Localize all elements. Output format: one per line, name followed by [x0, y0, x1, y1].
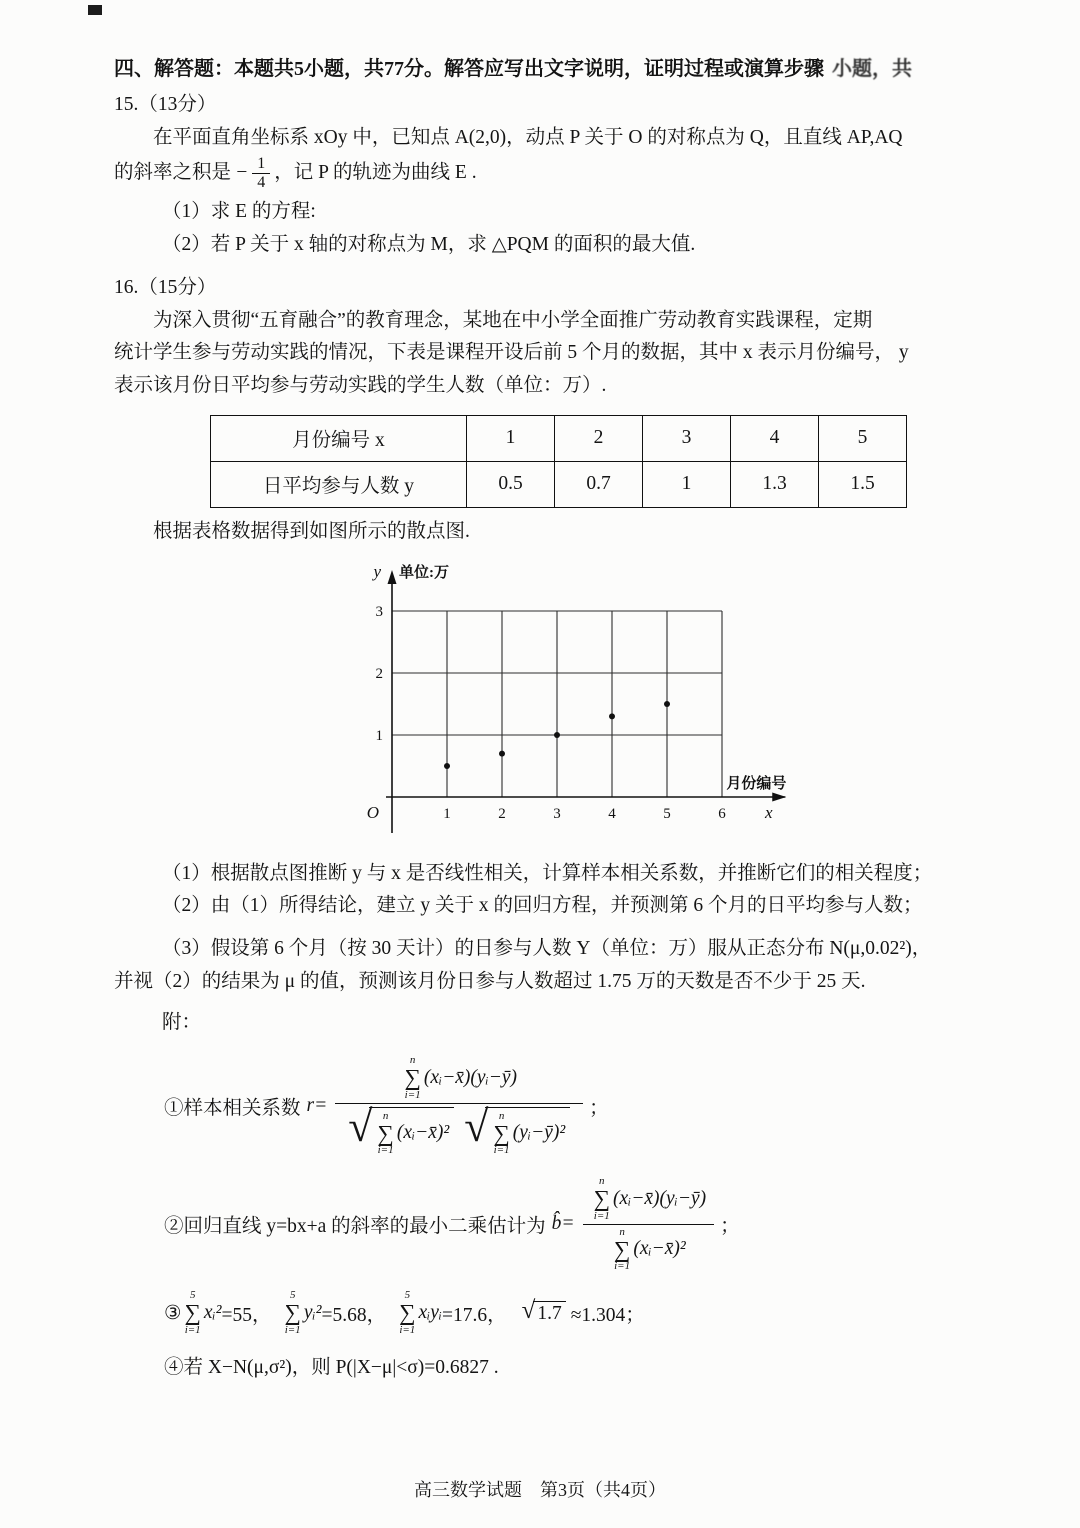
problem-16-question-2: （2）由（1）所得结论，建立 y 关于 x 的回归方程，并预测第 6 个月的日平均参与人数；	[162, 895, 923, 917]
formula-2-fraction	[583, 1174, 715, 1274]
svg-text:5: 5	[663, 805, 671, 822]
sum-symbol	[493, 1111, 509, 1156]
svg-text:单位:万: 单位:万	[399, 564, 449, 581]
section-header	[114, 54, 968, 85]
svg-text:1: 1	[443, 805, 451, 822]
sum-upper-limit: 5	[289, 1289, 296, 1302]
svg-text:1: 1	[375, 727, 383, 744]
table-cell-y2: 0.7	[555, 461, 643, 507]
formula-1-den-expr-2: (yᵢ−ȳ)²	[512, 1122, 566, 1144]
formula-1-fraction	[335, 1053, 583, 1158]
formula-1-correlation	[114, 1053, 968, 1158]
problem-16-intro-1: 为深入贯彻“五育融合”的教育理念，某地在中小学全面推广劳动教育实践课程，定期	[153, 309, 873, 331]
svg-text:2: 2	[375, 665, 383, 682]
formula-4-normal: ④若 X−N(μ,σ²)，则 P(|X−μ|<σ)=0.6827 .	[164, 1356, 499, 1378]
formula-2-least-squares	[114, 1174, 968, 1274]
formula-3-term-3: xᵢyᵢ	[418, 1301, 442, 1323]
appendix-label: 附：	[162, 1011, 202, 1033]
sum-symbol	[399, 1290, 415, 1335]
scatter-plot-svg	[340, 557, 810, 845]
sum-symbol	[284, 1290, 300, 1335]
table-row-y	[211, 461, 907, 507]
sum-lower-limit: i=1	[377, 1144, 394, 1157]
table-cell-x5: 5	[819, 415, 907, 461]
sum-lower-limit: i=1	[399, 1323, 416, 1336]
svg-text:O: O	[366, 802, 379, 822]
problem-15-line-2-pre: 的斜率之积是	[114, 162, 232, 184]
problem-15-line-2	[114, 155, 968, 193]
table-header-x: 月份编号 x	[211, 415, 467, 461]
sqrt-expression	[464, 1101, 570, 1157]
sum-lower-limit: i=1	[284, 1323, 301, 1336]
sum-lower-limit: i=1	[593, 1209, 610, 1222]
problem-16-question-3b: 并视（2）的结果为 μ 的值，预测该月份日参与人数超过 1.75 万的天数是否不少于 25 天.	[114, 970, 866, 992]
table-cell-x4: 4	[731, 415, 819, 461]
table-header-y: 日平均参与人数 y	[211, 461, 467, 507]
formula-3-value-3: =17.6，	[442, 1304, 507, 1326]
svg-text:3: 3	[553, 805, 561, 822]
formula-2-numerator	[583, 1174, 715, 1223]
sqrt-expression	[521, 1297, 566, 1325]
sigma-glyph: ∑	[377, 1120, 394, 1146]
formula-1-numerator	[393, 1053, 525, 1102]
sum-upper-limit: n	[409, 1054, 416, 1067]
formula-3-term-2: yᵢ²	[303, 1301, 322, 1323]
sum-upper-limit: n	[619, 1225, 625, 1238]
formula-1-lhs: r=	[306, 1094, 328, 1116]
sigma-glyph: ∑	[593, 1186, 610, 1212]
problem-15-line-2-post: ，记 P 的轨迹为曲线 E .	[274, 162, 477, 184]
sum-upper-limit: n	[599, 1175, 605, 1188]
sum-symbol	[594, 1176, 610, 1221]
problem-16-intro-3: 表示该月份日平均参与劳动实践的学生人数（单位：万）.	[114, 375, 607, 397]
sum-symbol	[377, 1111, 393, 1156]
scatter-note: 根据表格数据得到如图所示的散点图.	[153, 520, 470, 542]
formula-2-lhs: b̂=	[551, 1213, 575, 1235]
sum-lower-limit: i=1	[614, 1260, 631, 1273]
section-header-fragment: 小题，共	[832, 58, 912, 80]
sqrt-expression	[348, 1101, 454, 1157]
formula-2-num-expr: (xᵢ−x̄)(yᵢ−ȳ)	[612, 1187, 707, 1209]
sigma-glyph: ∑	[613, 1236, 631, 1262]
problem-15-question-1: （1）求 E 的方程:	[162, 201, 316, 223]
problem-15-question-2: （2）若 P 关于 x 轴的对称点为 M，求 △PQM 的面积的最大值.	[162, 234, 696, 256]
formula-1-label: ①样本相关系数	[164, 1097, 301, 1119]
page-footer: 高三数学试题 第3页（共4页）	[414, 1480, 666, 1500]
formula-3-value-1: =55，	[221, 1304, 272, 1326]
problem-16-question-3a: （3）假设第 6 个月（按 30 天计）的日参与人数 Y（单位：万）服从正态分布 N(μ,0.02²)，	[162, 938, 932, 960]
data-table	[210, 415, 907, 508]
table-cell-y5: 1.5	[819, 461, 907, 507]
formula-2-semicolon: ；	[720, 1216, 740, 1238]
formula-3-sums	[114, 1290, 968, 1335]
sum-upper-limit: n	[382, 1109, 389, 1122]
formula-3-value-2: =5.68，	[321, 1304, 387, 1326]
problem-16-intro-2: 统计学生参与劳动实践的情况，下表是课程开设后前 5 个月的数据，其中 x 表示月份编号， y	[114, 342, 909, 364]
sum-lower-limit: i=1	[404, 1088, 421, 1101]
sigma-glyph: ∑	[184, 1300, 201, 1326]
sigma-glyph: ∑	[284, 1300, 301, 1326]
svg-text:2: 2	[498, 805, 506, 822]
table-cell-y4: 1.3	[731, 461, 819, 507]
problem-15-line-1: 在平面直角坐标系 xOy 中，已知点 A(2,0)，动点 P 关于 O 的对称点为 Q，且直线 AP,AQ	[153, 126, 903, 148]
sigma-glyph: ∑	[399, 1300, 416, 1326]
svg-text:4: 4	[608, 805, 616, 822]
sum-symbol	[184, 1290, 200, 1335]
sum-upper-limit: 5	[189, 1289, 196, 1302]
fraction-denominator: 4	[257, 173, 266, 191]
sum-symbol	[404, 1055, 420, 1100]
sum-upper-limit: n	[498, 1109, 505, 1122]
formula-2-denominator	[603, 1225, 694, 1274]
svg-text:月份编号: 月份编号	[726, 775, 787, 792]
table-cell-x3: 3	[643, 415, 731, 461]
minus-sign: −	[235, 162, 249, 184]
scan-artifact	[88, 5, 102, 15]
sqrt-body	[369, 1107, 454, 1156]
sum-lower-limit: i=1	[184, 1323, 201, 1336]
formula-3-term-1: xᵢ²	[203, 1301, 222, 1323]
scatter-plot	[340, 557, 968, 850]
formula-1-den-expr-1: (xᵢ−x̄)²	[396, 1122, 450, 1144]
sigma-glyph: ∑	[493, 1120, 510, 1146]
formula-3-circ: ③	[164, 1302, 182, 1324]
table-cell-y3: 1	[643, 461, 731, 507]
table-cell-y1: 0.5	[467, 461, 555, 507]
formula-3-approx: ≈1.304；	[570, 1304, 645, 1326]
fraction-numerator: 1	[257, 154, 266, 172]
svg-text:3: 3	[375, 603, 383, 620]
formula-2-den-expr: (xᵢ−x̄)²	[633, 1238, 686, 1260]
svg-text:6: 6	[718, 805, 726, 822]
radical-glyph: √	[521, 1297, 536, 1325]
sqrt-body: 1.7	[533, 1301, 565, 1325]
sqrt-body	[485, 1107, 570, 1156]
radical-glyph: √	[348, 1101, 373, 1151]
formula-1-denominator	[335, 1101, 583, 1158]
table-row-x	[211, 415, 907, 461]
radical-glyph: √	[464, 1101, 489, 1151]
formula-1-semicolon: ；	[589, 1097, 609, 1119]
table-cell-x2: 2	[555, 415, 643, 461]
sum-lower-limit: i=1	[493, 1144, 510, 1157]
sum-symbol	[614, 1227, 630, 1272]
problem-16-question-1: （1）根据散点图推断 y 与 x 是否线性相关，计算样本相关系数，并推断它们的相关程度；	[162, 862, 933, 884]
section-header-text: 四、解答题：本题共5小题，共77分。解答应写出文字说明，证明过程或演算步骤	[114, 58, 824, 80]
fraction-one-fourth	[252, 155, 270, 193]
sigma-glyph: ∑	[404, 1065, 421, 1091]
svg-text:x: x	[764, 802, 773, 822]
problem-15-number: 15.（13分）	[114, 94, 217, 115]
table-cell-x1: 1	[467, 415, 555, 461]
formula-1-num-expr: (xᵢ−x̄)(yᵢ−ȳ)	[423, 1067, 517, 1088]
problem-16-number: 16.（15分）	[114, 276, 217, 298]
sum-upper-limit: 5	[404, 1289, 411, 1302]
svg-text:y: y	[373, 561, 381, 581]
formula-2-pre: ②回归直线 y=bx+a 的斜率的最小二乘估计为	[164, 1216, 546, 1238]
